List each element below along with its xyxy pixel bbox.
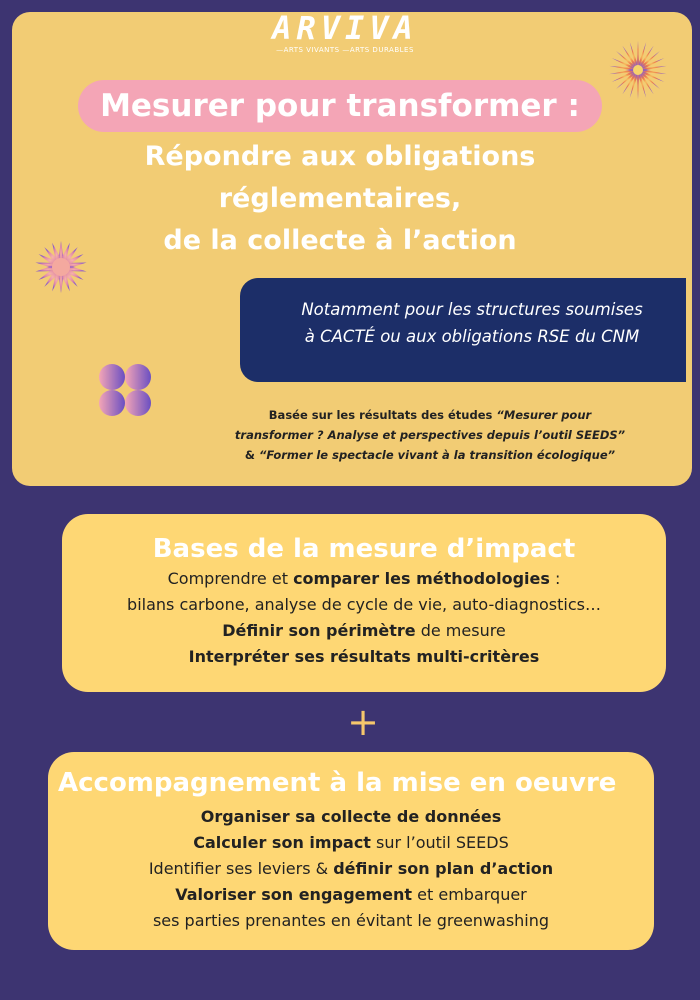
- note-line: Notamment pour les structures soumises: [301, 300, 643, 319]
- text-bold: comparer les méthodologies: [293, 569, 550, 588]
- logo-tagline: —ARTS VIVANTS —ARTS DURABLES: [276, 46, 414, 54]
- starburst-pink-icon: [34, 240, 88, 294]
- text-bold: Calculer son impact: [193, 833, 371, 852]
- subtitle-line: réglementaires,: [218, 183, 462, 214]
- text-bold: Définir son périmètre: [222, 621, 416, 640]
- text-bold: Interpréter ses résultats multi-critères: [188, 647, 540, 666]
- plus-sign: +: [347, 700, 379, 744]
- card-line: [48, 804, 654, 830]
- text: de mesure: [415, 621, 506, 640]
- card-line: [48, 856, 654, 882]
- text: Comprendre et: [167, 569, 294, 588]
- source-amp: &: [244, 448, 259, 462]
- page-title: Mesurer pour transformer :: [100, 88, 580, 124]
- source-title: “Mesurer pour: [496, 408, 592, 422]
- arviva-logo: [270, 8, 420, 54]
- text-bold: Valoriser son engagement: [175, 885, 413, 904]
- text-bold: définir son plan d’action: [333, 859, 554, 878]
- card-line: bilans carbone, analyse de cycle de vie, auto-diagnostics…: [127, 595, 601, 614]
- card-title: Bases de la mesure d’impact: [152, 534, 576, 564]
- note-text: [262, 296, 682, 350]
- quatrefoil-icon: [97, 362, 153, 418]
- text: sur l’outil SEEDS: [370, 833, 509, 852]
- text: Identifier ses leviers &: [148, 859, 334, 878]
- note-line: à CACTÉ ou aux obligations RSE du CNM: [304, 327, 640, 346]
- card-line: [62, 566, 666, 592]
- page-subtitle: [100, 136, 580, 262]
- card-title: Accompagnement à la mise en oeuvre: [58, 768, 617, 798]
- source-title: “Former le spectacle vivant à la transition écologique”: [258, 448, 616, 462]
- card-line: [48, 882, 654, 908]
- subtitle-line: de la collecte à l’action: [163, 225, 517, 256]
- card-line: [62, 644, 666, 670]
- source-note: [190, 405, 670, 465]
- source-prefix: Basée sur les résultats des études: [268, 408, 497, 422]
- source-title: transformer ? Analyse et perspectives depuis l’outil SEEDS”: [234, 428, 626, 442]
- card-line: ses parties prenantes en évitant le greenwashing: [152, 911, 550, 930]
- subtitle-line: Répondre aux obligations: [144, 141, 536, 172]
- card-line: [62, 618, 666, 644]
- text: et embarquer: [412, 885, 527, 904]
- card-accompagnement: [48, 752, 654, 950]
- text-bold: Organiser sa collecte de données: [200, 807, 502, 826]
- card-line: [48, 830, 654, 856]
- card-bases: [62, 514, 666, 692]
- text: :: [549, 569, 561, 588]
- logo-wordmark: ARVIVA: [272, 9, 418, 47]
